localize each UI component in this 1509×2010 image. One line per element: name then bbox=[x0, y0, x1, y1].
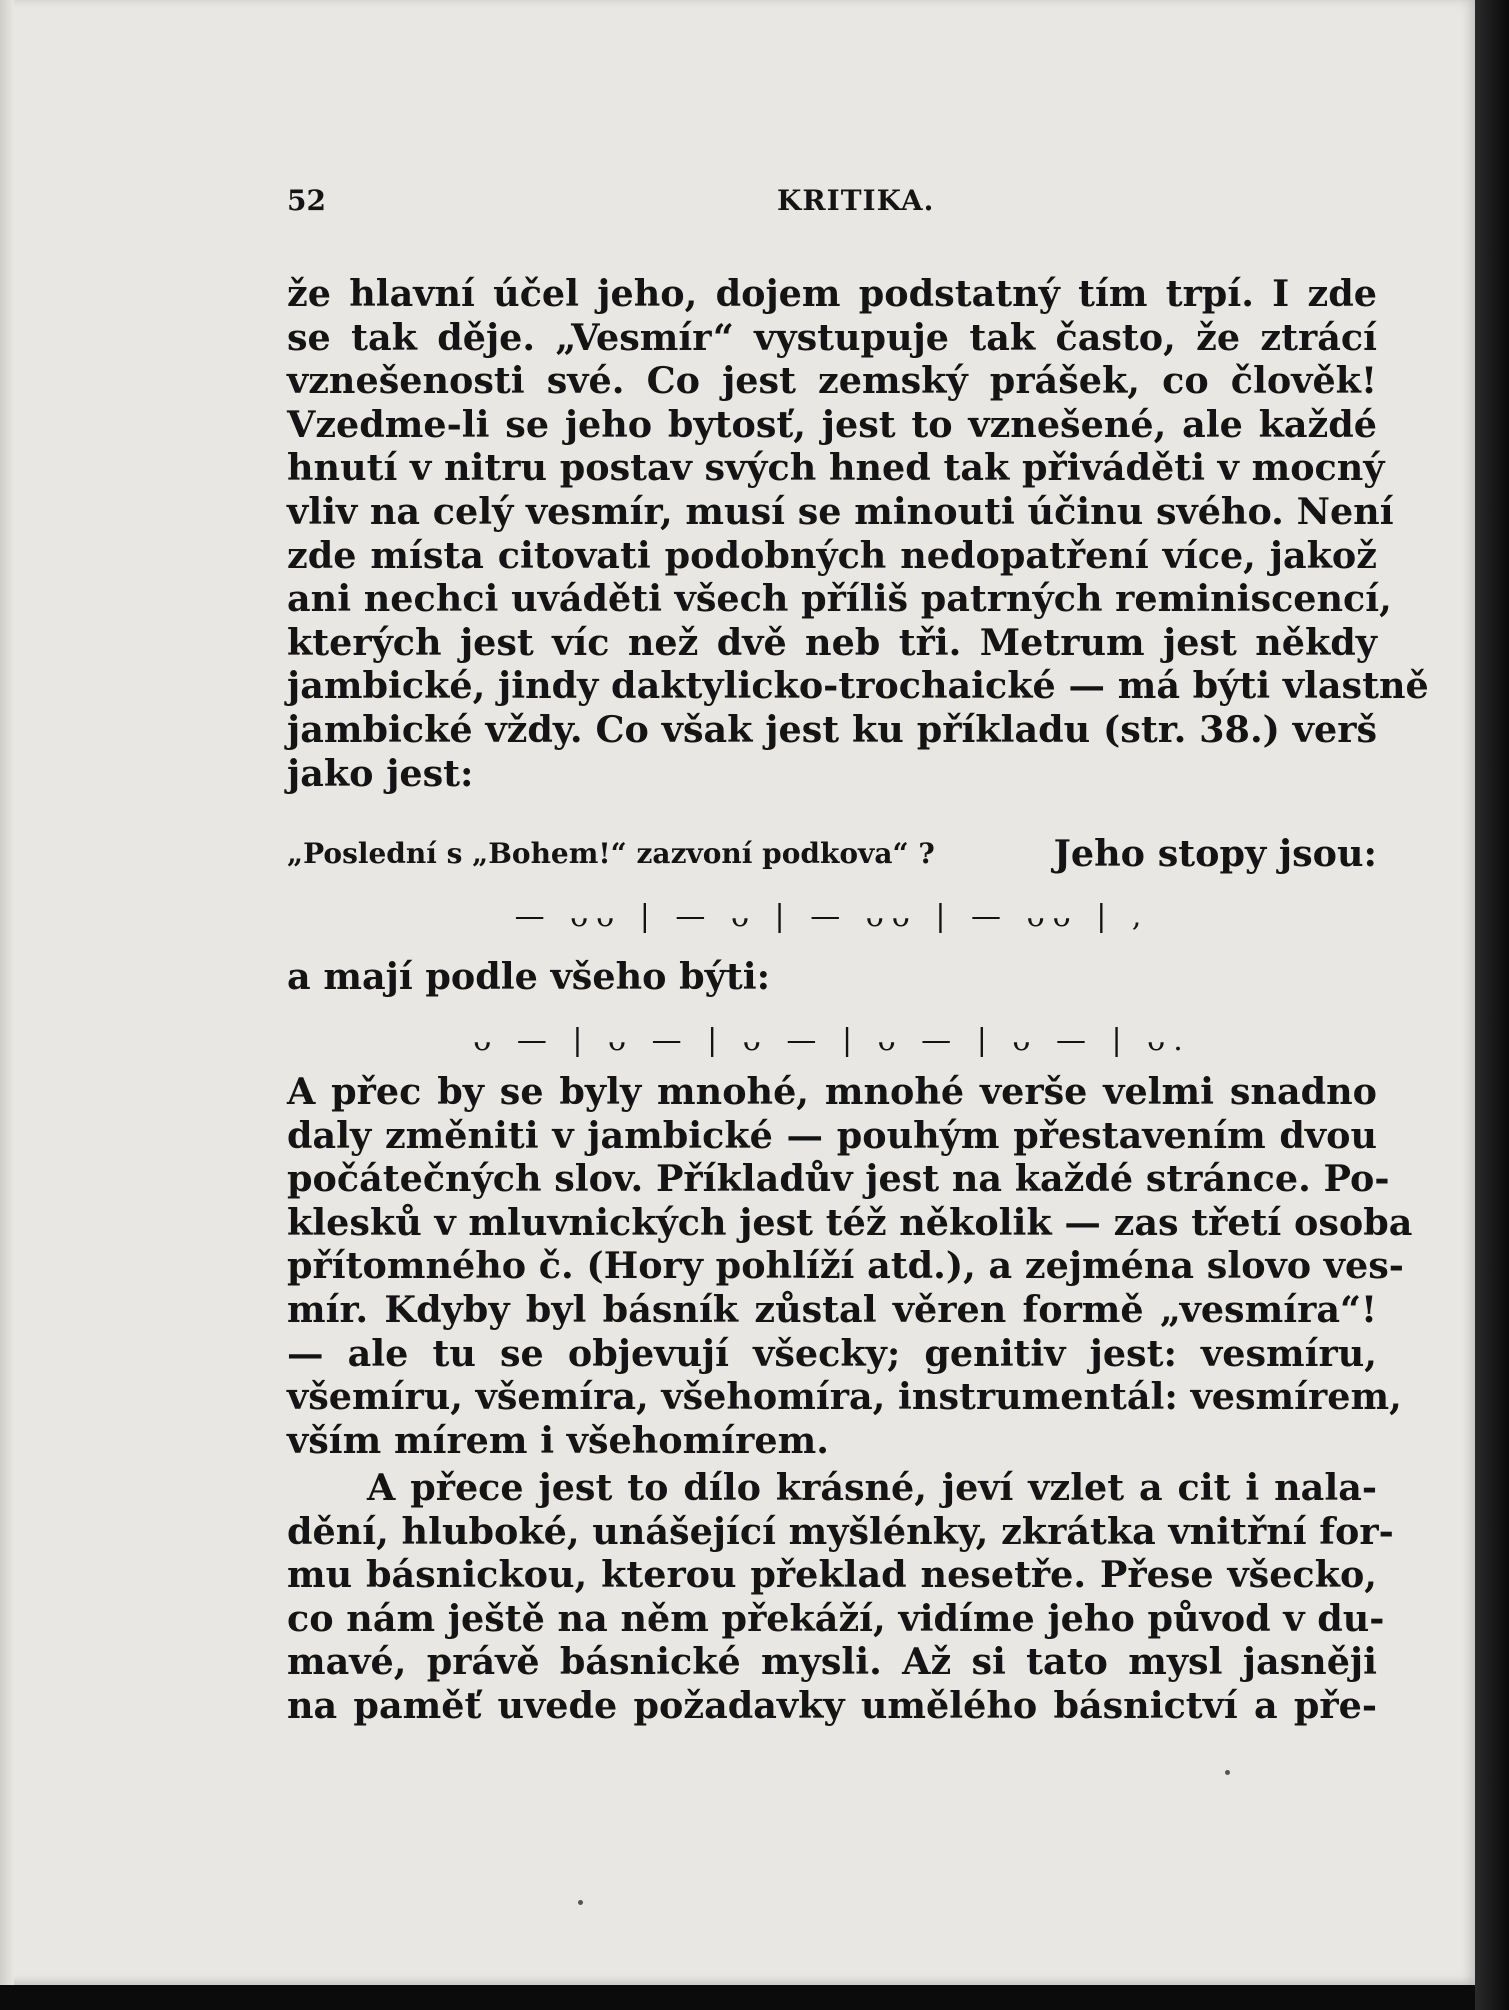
text-line: mír. Kdyby byl básník zůstal věren formě „vesmíra“! bbox=[287, 1287, 1377, 1331]
text-line: ani nechci uváděti všech příliš patrných reminiscencí, bbox=[287, 577, 1392, 621]
text-line: přítomného č. (Hory pohlíží atd.), a zejména slovo ves- bbox=[287, 1244, 1404, 1288]
text-line: dění, hluboké, unášející myšlénky, zkrátka vnitřní for- bbox=[287, 1509, 1394, 1553]
paper-speck bbox=[1225, 1770, 1230, 1775]
running-title: KRITIKA. bbox=[777, 184, 935, 217]
text-line: jambické vždy. Co však jest ku příkladu (str. 38.) verš bbox=[287, 707, 1377, 751]
page-left-edge bbox=[0, 0, 14, 1985]
text-line: mu básnickou, kterou překlad nesetře. Přese všecko, bbox=[287, 1553, 1377, 1597]
paragraph-2 bbox=[287, 1070, 1413, 1462]
text-line: A přece jest to dílo krásné, jeví vzlet a cit i nala- bbox=[367, 1466, 1377, 1509]
text-line: vliv na celý vesmír, musí se minouti účinu svého. Není bbox=[287, 489, 1394, 533]
paragraph-1 bbox=[287, 272, 1429, 795]
text-line: daly změniti v jambické — pouhým přestavením dvou bbox=[287, 1113, 1377, 1157]
text-line: se tak děje. „Vesmír“ vystupuje tak často, že ztrácí bbox=[287, 315, 1377, 359]
page-right-edge bbox=[1475, 0, 1509, 2010]
text-line: A přec by se byly mnohé, mnohé verše velmi snadno bbox=[287, 1070, 1377, 1113]
text-line: počátečných slov. Příkladův jest na každé stránce. Po- bbox=[287, 1157, 1390, 1201]
quoted-verse: „Poslední s „Bohem!“ zazvoní podkova“ ? bbox=[287, 837, 935, 870]
verse-quote-line bbox=[287, 826, 1377, 882]
text-line: vznešenosti své. Co jest zemský prášek, co člověk! bbox=[287, 359, 1377, 403]
text-line: hnutí v nitru postav svých hned tak přiváděti v mocný bbox=[287, 446, 1385, 490]
paragraph-3 bbox=[287, 1466, 1394, 1728]
paper-speck bbox=[578, 1900, 583, 1905]
text-line: Vzedme-li se jeho bytosť, jest to vznešené, ale každé bbox=[287, 402, 1377, 446]
running-header bbox=[287, 184, 1377, 224]
page-number: 52 bbox=[287, 184, 326, 217]
text-line: klesků v mluvnických jest též několik — zas třetí osoba bbox=[287, 1200, 1413, 1244]
transition-line: a mají podle všeho býti: bbox=[287, 955, 771, 998]
text-line: — ale tu se objevují všecky; genitiv jest: vesmíru, bbox=[287, 1331, 1377, 1375]
text-line: jambické, jindy daktylicko-trochaické — má býti vlastně bbox=[287, 664, 1429, 708]
text-line: co nám ještě na něm překáží, vidíme jeho původ v du- bbox=[287, 1596, 1385, 1640]
text-line: že hlavní účel jeho, dojem podstatný tím trpí. I zde bbox=[287, 272, 1377, 315]
text-line: na paměť uvede požadavky umělého básnictví a pře- bbox=[287, 1683, 1377, 1727]
text-line: mavé, právě básnické mysli. Až si tato mysl jasněji bbox=[287, 1640, 1377, 1684]
text-line: zde místa citovati podobných nedopatření více, jakož bbox=[287, 533, 1377, 577]
text-line: kterých jest víc než dvě neb tři. Metrum jest někdy bbox=[287, 620, 1377, 664]
meter-scheme-actual: — ᴗᴗ | — ᴗ | — ᴗᴗ | — ᴗᴗ | , bbox=[514, 899, 1150, 934]
quote-continuation: Jeho stopy jsou: bbox=[1053, 832, 1377, 875]
text-line: jako jest: bbox=[287, 751, 474, 795]
text-line: vším mírem i všehomírem. bbox=[287, 1418, 829, 1462]
meter-scheme-intended: ᴗ — | ᴗ — | ᴗ — | ᴗ — | ᴗ — | ᴗ. bbox=[473, 1023, 1191, 1058]
text-line: všemíru, všemíra, všehomíra, instrumentál: vesmírem, bbox=[287, 1375, 1402, 1419]
